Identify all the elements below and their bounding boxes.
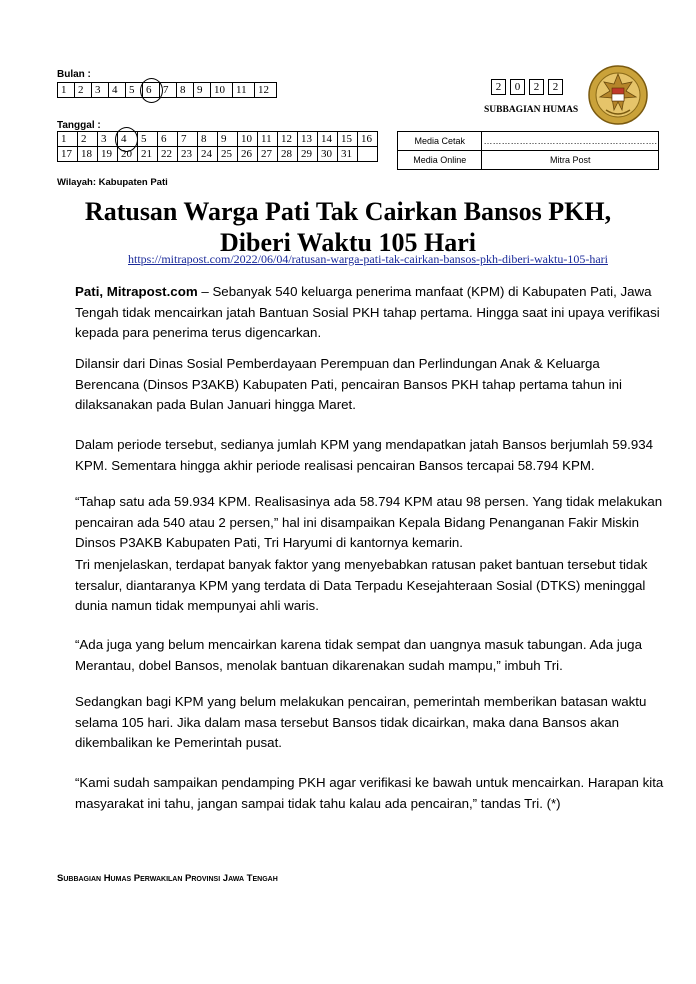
paragraph-5: Tri menjelaskan, terdapat banyak faktor yang menyebabkan ratusan paket bantuan tersebut tidak tersalur, diantaranya KPM yang terdata di Data Terpadu Kesejahteraan Sosial (DTKS) meninggal dunia namun tidak mempunyai ahli waris. — [75, 557, 648, 614]
title-line-1: Ratusan Warga Pati Tak Cairkan Bansos PKH, — [84, 197, 612, 226]
month-cell: 4 — [109, 83, 126, 98]
month-cell: 6 — [143, 83, 160, 98]
month-cell: 2 — [75, 83, 92, 98]
day-cell: 7 — [178, 132, 198, 147]
month-cell: 1 — [58, 83, 75, 98]
paragraph-3: Dalam periode tersebut, sedianya jumlah KPM yang mendapatkan jatah Bansos berjumlah 59.934 KPM. Sementara hingga akhir periode realisasi pencairan Bansos tercapai 58.794 KPM. — [75, 437, 654, 473]
media-online-value: Mitra Post — [482, 151, 659, 170]
media-cetak-value: …………………………………………………. — [482, 132, 659, 151]
day-cell: 23 — [178, 147, 198, 162]
day-cell: 21 — [138, 147, 158, 162]
day-cell: 14 — [318, 132, 338, 147]
month-cell: 7 — [160, 83, 177, 98]
day-cell: 27 — [258, 147, 278, 162]
day-cell: 13 — [298, 132, 318, 147]
wilayah-label: Wilayah: Kabupaten Pati — [57, 177, 168, 188]
paragraph-6: “Ada juga yang belum mencairkan karena tidak sempat dan uangnya masuk tabungan. Ada juga Merantau, dobel Bansos, menolak bantuan dikarenakan sudah mampu,” imbuh Tri. — [75, 637, 642, 673]
month-grid — [57, 82, 277, 98]
media-online-label: Media Online — [398, 151, 482, 170]
day-cell: 9 — [218, 132, 238, 147]
article-url-link[interactable]: https://mitrapost.com/2022/06/04/ratusan-warga-pati-tak-cairkan-bansos-pkh-diberi-waktu-105-hari — [128, 252, 608, 266]
media-cetak-label: Media Cetak — [398, 132, 482, 151]
year-digit: 0 — [510, 79, 525, 95]
month-cell: 8 — [177, 83, 194, 98]
media-table — [397, 131, 659, 170]
title-line-2: Diberi Waktu 105 Hari — [220, 228, 476, 257]
day-cell: 6 — [158, 132, 178, 147]
day-cell: 15 — [338, 132, 358, 147]
day-cell — [358, 147, 378, 162]
day-cell: 31 — [338, 147, 358, 162]
year-digit: 2 — [491, 79, 506, 95]
day-cell: 16 — [358, 132, 378, 147]
day-cell: 17 — [58, 147, 78, 162]
day-cell: 12 — [278, 132, 298, 147]
day-cell: 4 — [118, 132, 138, 147]
paragraph-2: Dilansir dari Dinas Sosial Pemberdayaan Perempuan dan Perlindungan Anak & Keluarga Berencana (Dinsos P3AKB) Kabupaten Pati, pencairan Bansos PKH tahap pertama tahun ini dilaksanakan pada Bulan Januari hingga Maret. — [75, 356, 622, 413]
month-cell: 10 — [211, 83, 233, 98]
day-cell: 28 — [278, 147, 298, 162]
month-cell: 5 — [126, 83, 143, 98]
paragraph-7: Sedangkan bagi KPM yang belum melakukan pencairan, pemerintah memberikan batasan waktu selama 105 hari. Jika dalam masa tersebut Bansos tidak dicairkan, maka dana Bansos akan dikembalikan ke Pemerintah pusat. — [75, 694, 647, 751]
day-cell: 20 — [118, 147, 138, 162]
day-cell: 22 — [158, 147, 178, 162]
bulan-label: Bulan : — [57, 69, 91, 80]
day-cell: 24 — [198, 147, 218, 162]
day-cell: 30 — [318, 147, 338, 162]
day-cell: 29 — [298, 147, 318, 162]
year-digit: 2 — [529, 79, 544, 95]
paragraph-1-text: – Sebanyak 540 keluarga penerima manfaat (KPM) di Kabupaten Pati, Jawa Tengah tidak mencairkan jatah Bantuan Sosial PKH tahap pertama. Hingga saat ini upaya verifikasi kepada para penerima terus digencarkan. — [75, 284, 660, 341]
paragraph-4: “Tahap satu ada 59.934 KPM. Realisasinya ada 58.794 KPM atau 98 persen. Yang tidak melakukan pencairan ada 540 atau 2 persen,” hal ini disampaikan Kepala Bidang Penanganan Fakir Miskin Dinsos P3AKB Kabupaten Pati, Tri Haryumi di kantornya kemarin. — [75, 494, 663, 551]
article-title — [0, 196, 696, 258]
subbagian-label: SUBBAGIAN HUMAS — [484, 105, 579, 115]
month-cell: 11 — [233, 83, 255, 98]
day-cell: 25 — [218, 147, 238, 162]
month-cell: 12 — [255, 83, 277, 98]
month-cell: 3 — [92, 83, 109, 98]
day-grid — [57, 131, 378, 162]
day-cell: 1 — [58, 132, 78, 147]
day-cell: 2 — [78, 132, 98, 147]
paragraph-1 — [75, 282, 665, 344]
day-cell: 5 — [138, 132, 158, 147]
day-cell: 26 — [238, 147, 258, 162]
tanggal-label: Tanggal : — [57, 120, 101, 131]
footer-text: Subbagian Humas Perwakilan Provinsi Jawa Tengah — [57, 873, 278, 884]
paragraph-8: “Kami sudah sampaikan pendamping PKH agar verifikasi ke bawah untuk mencairkan. Harapan kita masyarakat ini tahu, jangan sampai tidak tahu kalau ada pencairan,” tandas Tri. (*) — [75, 775, 664, 811]
dateline: Pati, Mitrapost.com — [75, 284, 198, 299]
year-digit: 2 — [548, 79, 563, 95]
year-box — [491, 79, 567, 95]
garuda-emblem-icon — [586, 64, 650, 126]
day-cell: 3 — [98, 132, 118, 147]
day-cell: 11 — [258, 132, 278, 147]
day-cell: 19 — [98, 147, 118, 162]
day-cell: 8 — [198, 132, 218, 147]
month-cell: 9 — [194, 83, 211, 98]
day-cell: 18 — [78, 147, 98, 162]
day-cell: 10 — [238, 132, 258, 147]
